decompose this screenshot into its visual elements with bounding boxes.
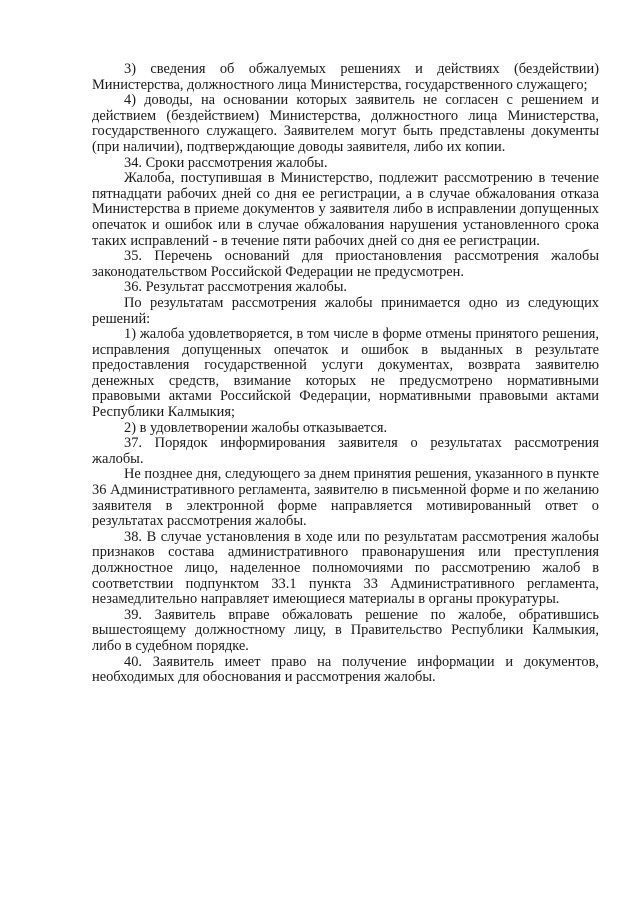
paragraph-section-34: 34. Сроки рассмотрения жалобы. bbox=[124, 154, 328, 171]
document-body bbox=[92, 62, 599, 686]
paragraph-section-37: 37. Порядок информирования заявителя о результатах рассмотрения жалобы. bbox=[92, 435, 599, 467]
paragraph-section-38: 38. В случае установления в ходе или по результатам рассмотрения жалобы признаков состава административного правонарушения или преступления должностное лицо, наделенное полномочиями по рассмотрению жалоб в соответствии подпунктом 33.1 пункта 33 Административного регламента, незамедлительно направляет имеющиеся материалы в органы прокуратуры. bbox=[92, 528, 599, 608]
paragraph-item-4: 4) доводы, на основании которых заявитель не согласен с решением и действием (бездействием) Министерства, должностного лица Министерства, государственного служащего. Заявителем могут быть представлены документы (при наличии), подтверждающие доводы заявителя, либо их копии. bbox=[92, 92, 599, 155]
paragraph-decisions-intro: По результатам рассмотрения жалобы принимается одно из следующих решений: bbox=[92, 294, 599, 327]
paragraph-section-40: 40. Заявитель имеет право на получение информации и документов, необходимых для обоснования и рассмотрения жалобы. bbox=[92, 653, 599, 686]
paragraph-item-3: 3) сведения об обжалуемых решениях и действиях (бездействии) Министерства, должностного лица Министерства, государственного служащего; bbox=[92, 61, 599, 93]
paragraph-section-39: 39. Заявитель вправе обжаловать решение по жалобе, обратившись вышестоящему должностному лицу, в Правительство Республики Калмыкия, либо в судебном порядке. bbox=[92, 606, 599, 654]
paragraph-section-35: 35. Перечень оснований для приостановления рассмотрения жалобы законодательством Российской Федерации не предусмотрен. bbox=[92, 248, 599, 280]
paragraph-complaint-terms: Жалоба, поступившая в Министерство, подлежит рассмотрению в течение пятнадцати рабочих дней со дня ее регистрации, а в случае обжалования отказа Министерства в приеме документов у заявителя либо в исправлении допущенных опечаток и ошибок или в случае обжалования нарушения установленного срока таких исправлений - в течение пяти рабочих дней со дня ее регистрации. bbox=[92, 170, 599, 249]
paragraph-notification: Не позднее дня, следующего за днем принятия решения, указанного в пункте 36 Административного регламента, заявителю в письменной форме и по желанию заявителя в электронной форме направляется мотивированный ответ о результатах рассмотрения жалобы. bbox=[92, 466, 599, 530]
paragraph-section-36: 36. Результат рассмотрения жалобы. bbox=[124, 279, 348, 296]
paragraph-decision-1: 1) жалоба удовлетворяется, в том числе в форме отмены принятого решения, исправления допущенных опечаток и ошибок в выданных в результате предоставления государственной услуги документах, возврата заявителю денежных средств, взимание которых не предусмотрено нормативными правовыми актами Российской Федерации, нормативными правовыми актами Республики Калмыкия; bbox=[92, 326, 599, 421]
paragraph-decision-2: 2) в удовлетворении жалобы отказывается. bbox=[124, 419, 388, 436]
